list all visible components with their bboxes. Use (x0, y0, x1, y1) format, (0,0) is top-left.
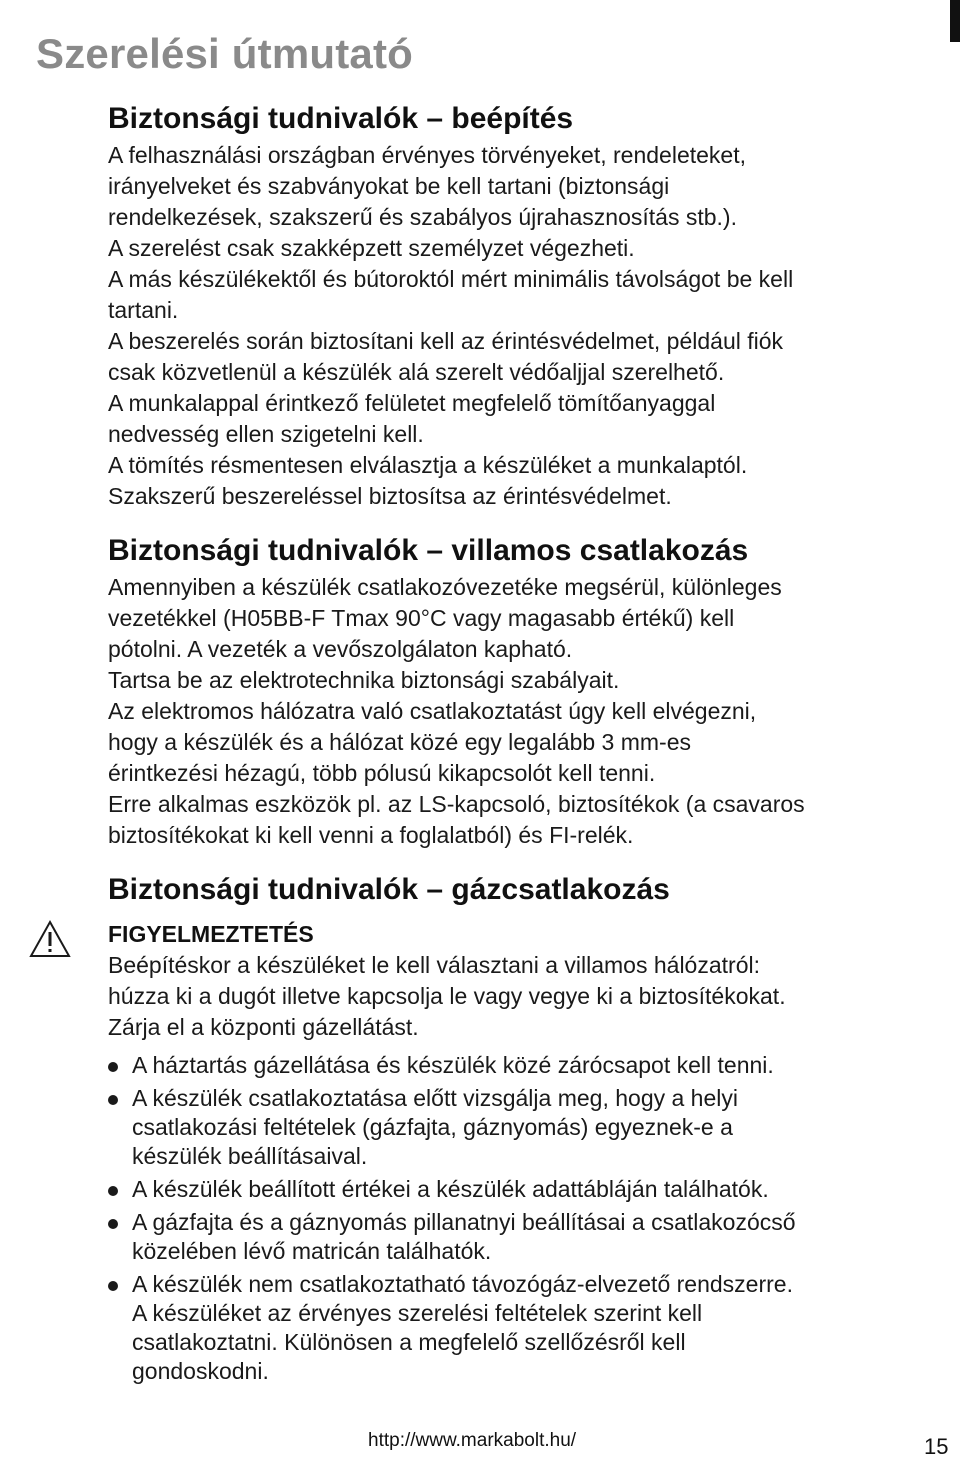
text-line: A munkalappal érintkező felületet megfelelő tömítőanyaggal (108, 390, 716, 416)
warning-block (108, 919, 928, 1043)
bullet-list (108, 1051, 928, 1386)
text-line: Tartsa be az elektrotechnika biztonsági szabályait. (108, 667, 620, 693)
text-line: Zárja el a központi gázellátást. (108, 1014, 419, 1040)
bullet-icon (108, 1281, 118, 1291)
warning-title: FIGYELMEZTETÉS (108, 921, 314, 947)
section-gas-connection (108, 871, 928, 1386)
list-item (108, 1175, 928, 1204)
list-item-line: készülék beállításaival. (132, 1143, 368, 1169)
main-content (108, 100, 928, 1390)
footer-url-link[interactable]: http://www.markabolt.hu/ (368, 1430, 577, 1451)
bullet-icon (108, 1219, 118, 1229)
text-line: Erre alkalmas eszközök pl. az LS-kapcsoló, biztosítékok (a csavaros (108, 791, 805, 817)
text-line: A más készülékektől és bútoroktól mért minimális távolságot be kell (108, 266, 794, 292)
text-line: A felhasználási országban érvényes törvényeket, rendeleteket, (108, 142, 746, 168)
list-item-line: A készülék beállított értékei a készülék adattábláján találhatók. (132, 1176, 769, 1202)
page-corner-mark (950, 0, 960, 42)
text-line: tartani. (108, 297, 179, 323)
text-line: vezetékkel (H05BB-F Tmax 90°C vagy magasabb értékű) kell (108, 605, 735, 631)
text-line: biztosítékokat ki kell venni a foglalatból) és FI-relék. (108, 822, 634, 848)
list-item-line: közelében lévő matricán találhatók. (132, 1238, 492, 1264)
text-line: csak közvetlenül a készülék alá szerelt védőaljjal szerelhető. (108, 359, 725, 385)
text-line: pótolni. A vezeték a vevőszolgálaton kapható. (108, 636, 573, 662)
bullet-icon (108, 1062, 118, 1072)
text-line: A tömítés résmentesen elválasztja a készüléket a munkalaptól. (108, 452, 748, 478)
text-line: Amennyiben a készülék csatlakozóvezetéke megsérül, különleges (108, 574, 782, 600)
list-item-line: csatlakoztatni. Különösen a megfelelő szellőzésről kell (132, 1329, 686, 1355)
text-line: rendelkezések, szakszerű és szabályos újrahasznosítás stb.). (108, 204, 737, 230)
text-line: Az elektromos hálózatra való csatlakoztatást úgy kell elvégezni, (108, 698, 757, 724)
text-line: irányelveket és szabványokat be kell tartani (biztonsági (108, 173, 670, 199)
list-item (108, 1051, 928, 1080)
section-electrical-connection (108, 532, 928, 851)
list-item (108, 1208, 928, 1266)
text-line: húzza ki a dugót illetve kapcsolja le vagy vegye ki a biztosítékokat. (108, 983, 786, 1009)
section-heading: Biztonsági tudnivalók – beépítés (108, 102, 574, 135)
text-line: A beszerelés során biztosítani kell az érintésvédelmet, például fiók (108, 328, 784, 354)
page-title: Szerelési útmutató (36, 30, 414, 77)
section-heading: Biztonsági tudnivalók – gázcsatlakozás (108, 873, 670, 906)
page-number: 15 (924, 1434, 949, 1459)
text-line: Szakszerű beszereléssel biztosítsa az érintésvédelmet. (108, 483, 672, 509)
list-item-line: A háztartás gázellátása és készülék közé zárócsapot kell tenni. (132, 1052, 774, 1078)
text-line: hogy a készülék és a hálózat közé egy legalább 3 mm-es (108, 729, 691, 755)
list-item (108, 1270, 928, 1386)
text-line: érintkezési hézagú, több pólusú kikapcsolót kell tenni. (108, 760, 656, 786)
list-item-line: A gázfajta és a gáznyomás pillanatnyi beállításai a csatlakozócső (132, 1209, 796, 1235)
section-installation (108, 100, 928, 512)
list-item-line: gondoskodni. (132, 1358, 269, 1384)
list-item-line: A készülék csatlakoztatása előtt vizsgálja meg, hogy a helyi (132, 1085, 738, 1111)
text-line: nedvesség ellen szigetelni kell. (108, 421, 424, 447)
bullet-icon (108, 1095, 118, 1105)
warning-triangle-icon (28, 919, 72, 959)
list-item-line: A készülék nem csatlakoztatható távozógáz-elvezető rendszerre. (132, 1271, 793, 1297)
text-line: Beépítéskor a készüléket le kell választani a villamos hálózatról: (108, 952, 760, 978)
text-line: A szerelést csak szakképzett személyzet végezheti. (108, 235, 635, 261)
section-heading: Biztonsági tudnivalók – villamos csatlakozás (108, 534, 749, 567)
list-item (108, 1084, 928, 1171)
list-item-line: A készüléket az érvényes szerelési feltételek szerint kell (132, 1300, 703, 1326)
list-item-line: csatlakozási feltételek (gázfajta, gáznyomás) egyeznek-e a (132, 1114, 733, 1140)
bullet-icon (108, 1186, 118, 1196)
